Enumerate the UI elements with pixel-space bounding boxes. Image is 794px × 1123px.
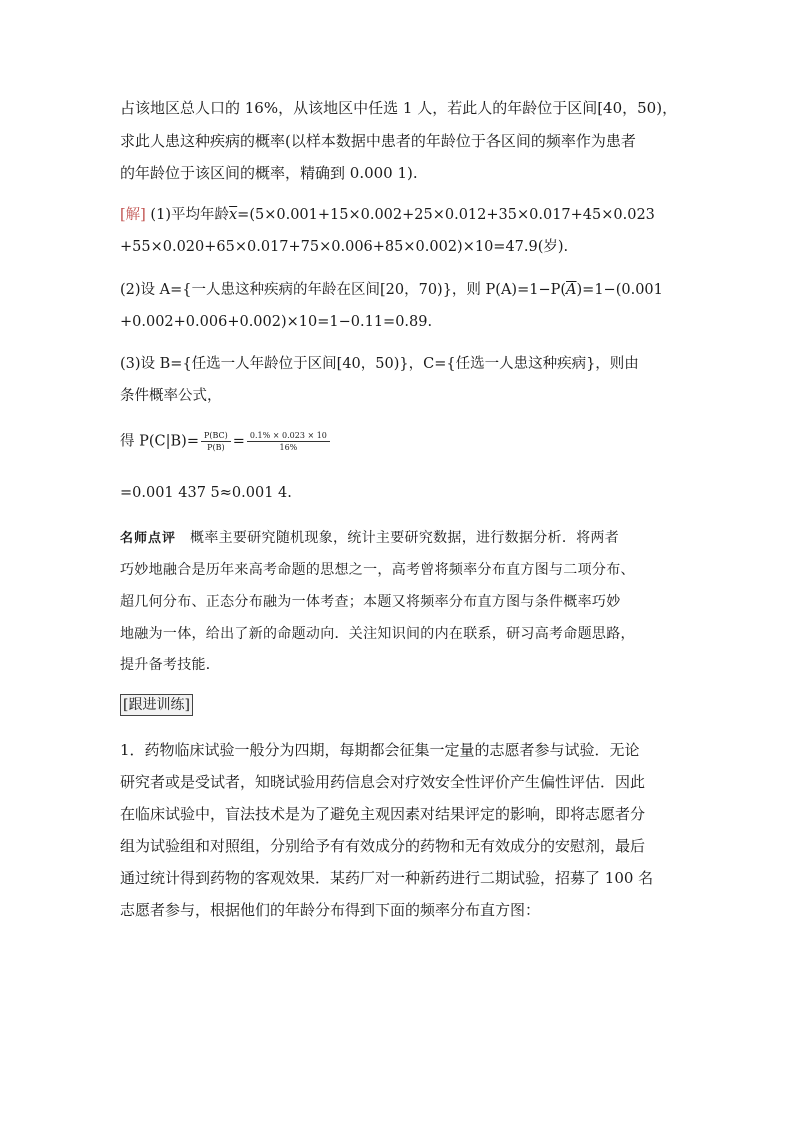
question-line-4: 组为试验组和对照组，分别给予有有效成分的药物和无有效成分的安慰剂，最后 — [120, 837, 646, 855]
solution-part2-line1 — [120, 280, 663, 300]
solution-label: [解] — [120, 207, 146, 223]
fraction-values-numerator: 0.1% × 0.023 × 10 — [247, 430, 330, 442]
question-line-2: 研究者或是受试者，知晓试验用药信息会对疗效安全性评价产生偏性评估．因此 — [120, 773, 646, 791]
solution-part3-line2: 条件概率公式， — [120, 388, 222, 404]
fraction-values — [247, 430, 330, 453]
solution-p2-prefix: (2)设 A={一人患这种疾病的年龄在区间[20，70)}，则 P(A)=1−P( — [120, 282, 567, 298]
equals-sign: = — [232, 433, 245, 450]
solution-part3-line1: (3)设 B={任选一人年龄位于区间[40，50)}，C={任选一人患这种疾病}，则由 — [120, 356, 639, 372]
solution-p2-suffix: )=1−(0.001 — [576, 282, 663, 298]
comment-label: 名师点评 — [120, 531, 177, 546]
comment-line-1 — [120, 528, 619, 549]
solution-part3-result: =0.001 437 5≈0.001 4. — [120, 485, 292, 501]
comment-line-5: 提升备考技能． — [120, 657, 221, 673]
question-line-5: 通过统计得到药物的客观效果．某药厂对一种新药进行二期试验，招募了 100 名 — [120, 869, 654, 887]
complement-symbol: $\overline{A}$ — [566, 282, 577, 298]
mean-symbol: $\overline{x}$ — [228, 207, 238, 223]
comment-line-4: 地融为一体，给出了新的命题动向．关注知识间的内在联系，研习高考命题思路， — [120, 626, 635, 642]
problem-line-2: 求此人患这种疾病的概率(以样本数据中患者的年龄位于各区间的频率作为患者 — [120, 132, 636, 150]
fraction-values-denominator: 16% — [279, 443, 298, 452]
solution-p1-formula: =(5×0.001+15×0.002+25×0.012+35×0.017+45×0.023 — [237, 207, 655, 223]
fraction-bayes-numerator: P(BC) — [201, 430, 231, 442]
solution-part1-line2: +55×0.020+65×0.017+75×0.006+85×0.002)×10=47.9(岁). — [120, 239, 569, 255]
question-line-6: 志愿者参与，根据他们的年龄分布得到下面的频率分布直方图： — [120, 901, 541, 919]
solution-p1-prefix: (1)平均年龄 — [145, 207, 229, 223]
followup-training-tag: [跟进训练] — [120, 694, 193, 716]
solution-part3-formula — [120, 430, 332, 453]
fraction-bayes — [201, 430, 231, 453]
problem-line-1: 占该地区总人口的 16%，从该地区中任选 1 人，若此人的年龄位于区间[40，50)， — [120, 99, 678, 117]
fraction-bayes-denominator: P(B) — [207, 443, 225, 452]
question-line-3: 在临床试验中，盲法技术是为了避免主观因素对结果评定的影响，即将志愿者分 — [120, 805, 646, 823]
solution-part2-line2: +0.002+0.006+0.002)×10=1−0.11=0.89. — [120, 314, 433, 330]
question-line-1: 1．药物临床试验一般分为四期，每期都会征集一定量的志愿者参与试验．无论 — [120, 741, 640, 759]
problem-line-3: 的年龄位于该区间的概率，精确到 0.000 1). — [120, 164, 418, 182]
comment-line-3: 超几何分布、正态分布融为一体考查；本题又将频率分布直方图与条件概率巧妙 — [120, 594, 621, 610]
comment-line-2: 巧妙地融合是历年来高考命题的思想之一，高考曾将频率分布直方图与二项分布、 — [120, 562, 635, 578]
conditional-prob-prefix: 得 P(C|B)= — [120, 433, 199, 450]
comment-text-1: 概率主要研究随机现象，统计主要研究数据，进行数据分析．将两者 — [190, 530, 620, 546]
solution-part1-line1 — [120, 205, 655, 225]
